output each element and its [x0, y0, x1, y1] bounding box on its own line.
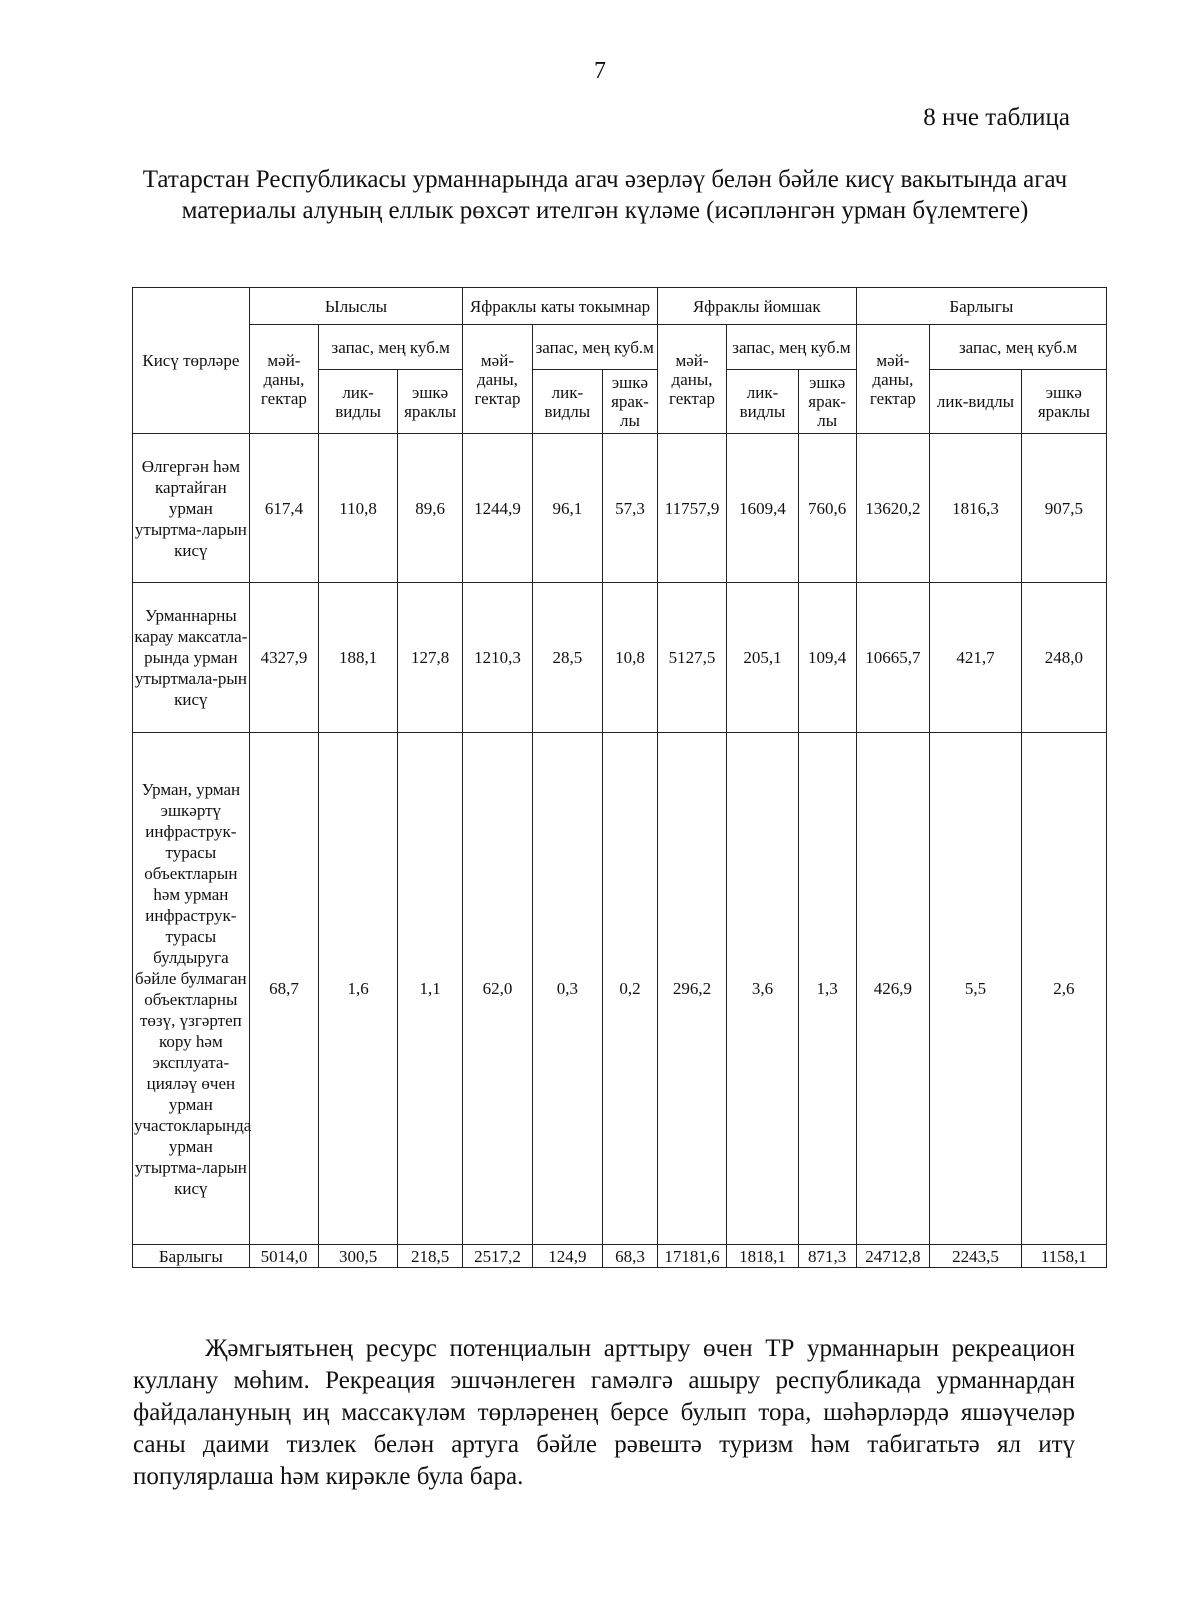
total-cell: 5014,0 [249, 1245, 318, 1268]
cell: 110,8 [319, 434, 398, 583]
cell: 1,3 [798, 733, 856, 1245]
table-title: Татарстан Республикасы урманнарында агач әзерләү белән бәйле кисү вакытында агач материалы алуның еллык рөхсәт ителгән күләме (исәпләнгән урман бүлемтеге) [142, 166, 1068, 224]
cell: 68,7 [249, 733, 318, 1245]
total-cell: 68,3 [603, 1245, 658, 1268]
group-header: Ылыслы [249, 288, 463, 325]
total-cell: 124,9 [532, 1245, 602, 1268]
cell: 1,6 [319, 733, 398, 1245]
total-cell: 2517,2 [463, 1245, 532, 1268]
row-label: Урман, урман эшкәртү инфраструк-турасы объектларын һәм урман инфраструк-турасы булдыруга бәйле булмаган объектларны төзү, үзгәртеп кору һәм эксплуата-цияләү өчен урман участокларында урман утыртма-ларын кисү [133, 733, 250, 1245]
cell: 3,6 [727, 733, 799, 1245]
business-header: эшкә яраклы [1021, 370, 1106, 434]
cell: 4327,9 [249, 583, 318, 733]
cell: 0,2 [603, 733, 658, 1245]
total-cell: 24712,8 [856, 1245, 930, 1268]
liquid-header: лик-видлы [319, 370, 398, 434]
table-row [133, 733, 1107, 1245]
cell: 426,9 [856, 733, 930, 1245]
body-paragraph: Җәмгыятьнең ресурс потенциалын арттыру өчен ТР урманнарын рекреацион куллану мөһим. Рекреация эшчәнлеген гамәлгә ашыру республикада урманнардан файдалануның иң массакүләм төрләренең берсе булып тора, шәһәрләрдә яшәүчеләр саны даими тизлек белән артуга бәйле рәвештә туризм һәм табигатьтә ял итү популярлаша һәм кирәкле була бара. [133, 1335, 1075, 1490]
row-type-header: Кисү төрләре [133, 288, 250, 434]
cell: 1244,9 [463, 434, 532, 583]
business-header: эшкә ярак-лы [798, 370, 856, 434]
liquid-header: лик-видлы [930, 370, 1022, 434]
cell: 1816,3 [930, 434, 1022, 583]
stock-header: запас, мең куб.м [319, 325, 463, 370]
cell: 907,5 [1021, 434, 1106, 583]
cell: 28,5 [532, 583, 602, 733]
table-row [133, 434, 1107, 583]
cell: 296,2 [657, 733, 726, 1245]
area-header: мәй-даны, гектар [657, 325, 726, 434]
area-header: мәй-даны, гектар [856, 325, 930, 434]
group-header: Барлыгы [856, 288, 1106, 325]
business-header: эшкә яраклы [398, 370, 463, 434]
liquid-header: лик-видлы [727, 370, 799, 434]
cell: 1,1 [398, 733, 463, 1245]
cell: 89,6 [398, 434, 463, 583]
total-cell: 871,3 [798, 1245, 856, 1268]
area-header: мәй-даны, гектар [249, 325, 318, 434]
forest-harvest-table [132, 287, 1107, 1268]
group-header: Яфраклы йомшак [657, 288, 856, 325]
cell: 5,5 [930, 733, 1022, 1245]
stock-header: запас, мең куб.м [930, 325, 1107, 370]
cell: 96,1 [532, 434, 602, 583]
stock-header: запас, мең куб.м [532, 325, 657, 370]
total-cell: 1158,1 [1021, 1245, 1106, 1268]
group-header: Яфраклы каты токымнар [463, 288, 658, 325]
cell: 109,4 [798, 583, 856, 733]
total-cell: 300,5 [319, 1245, 398, 1268]
cell: 188,1 [319, 583, 398, 733]
cell: 760,6 [798, 434, 856, 583]
cell: 421,7 [930, 583, 1022, 733]
business-header: эшкә ярак-лы [603, 370, 658, 434]
cell: 617,4 [249, 434, 318, 583]
cell: 62,0 [463, 733, 532, 1245]
total-row [133, 1245, 1107, 1268]
cell: 11757,9 [657, 434, 726, 583]
page-number: 7 [594, 58, 606, 84]
row-label: Өлгергән һәм картайган урман утыртма-ларын кисү [133, 434, 250, 583]
cell: 57,3 [603, 434, 658, 583]
table-row [133, 583, 1107, 733]
cell: 5127,5 [657, 583, 726, 733]
cell: 0,3 [532, 733, 602, 1245]
total-cell: 218,5 [398, 1245, 463, 1268]
cell: 1210,3 [463, 583, 532, 733]
liquid-header: лик-видлы [532, 370, 602, 434]
total-cell: 1818,1 [727, 1245, 799, 1268]
cell: 248,0 [1021, 583, 1106, 733]
cell: 1609,4 [727, 434, 799, 583]
area-header: мәй-даны, гектар [463, 325, 532, 434]
cell: 10,8 [603, 583, 658, 733]
cell: 2,6 [1021, 733, 1106, 1245]
cell: 205,1 [727, 583, 799, 733]
row-label: Урманнарны карау максатла-рында урман утыртмала-рын кисү [133, 583, 250, 733]
cell: 13620,2 [856, 434, 930, 583]
table-reference: 8 нче таблица [923, 104, 1070, 131]
cell: 127,8 [398, 583, 463, 733]
total-cell: 17181,6 [657, 1245, 726, 1268]
stock-header: запас, мең куб.м [727, 325, 856, 370]
cell: 10665,7 [856, 583, 930, 733]
total-cell: 2243,5 [930, 1245, 1022, 1268]
total-label: Барлыгы [133, 1245, 250, 1268]
